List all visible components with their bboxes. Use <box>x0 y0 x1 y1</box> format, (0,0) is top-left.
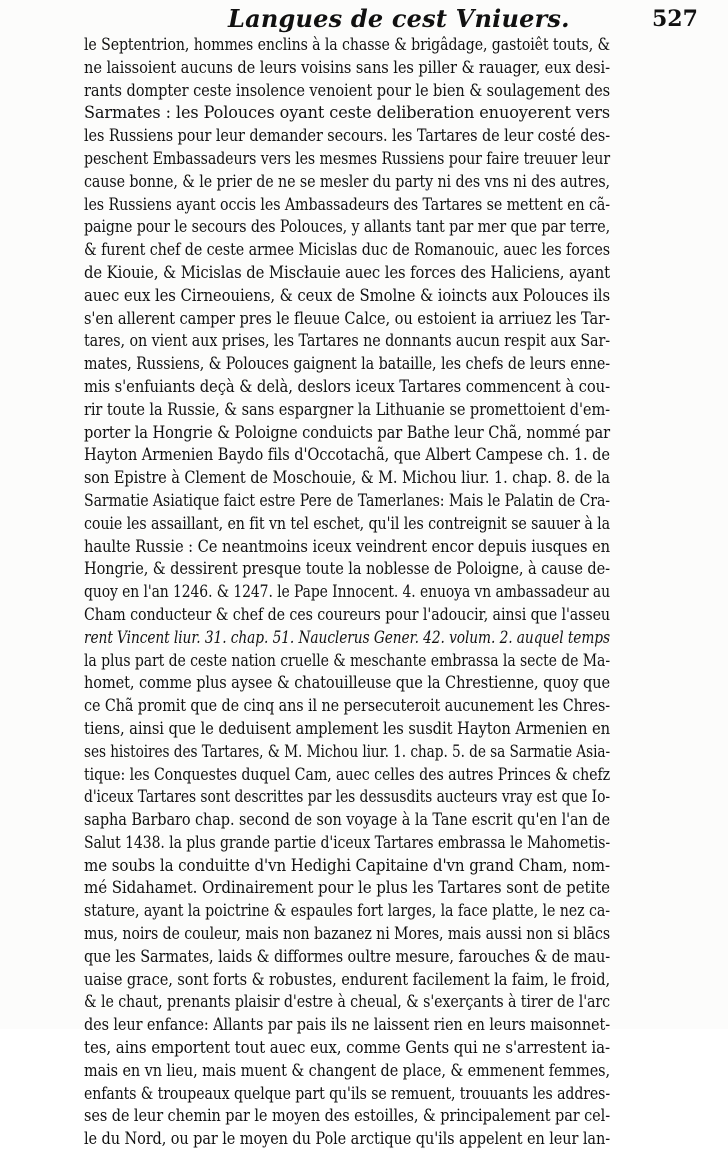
text-line: Sarmatie Asiatique faict estre Pere de Tamerlanes: Mais le Palatin de Cra- <box>84 490 610 510</box>
text-line: tes, ains emportent tout auec eux, comme Gents qui ne s'arrestent ia- <box>84 1038 610 1058</box>
text-line: que les Sarmates, laids & difformes oultre mesure, farouches & de mau- <box>84 946 610 966</box>
text-line: des leur enfance: Allants par pais ils ne laissent rien en leurs maisonnet- <box>84 1015 610 1035</box>
text-line: ses histoires des Tartares, & M. Michou liur. 1. chap. 5. de sa Sarmatie Asia- <box>84 741 610 761</box>
text-line: d'iceux Tartares sont descrittes par les dessusdits aucteurs vray est que Io- <box>84 787 610 807</box>
text-line: rir toute la Russie, & sans espargner la Lithuanie se promettoient d'em- <box>84 399 610 419</box>
text-line: & le chaut, prenants plaisir d'estre à cheual, & s'exerçants à tirer de l'arc <box>84 992 610 1012</box>
text-line: couie les assaillant, en fit vn tel eschet, qu'il les contreignit se sauuer à la <box>84 513 610 533</box>
text-line: le Septentrion, hommes enclins à la chasse & brigâdage, gastoiêt touts, & <box>84 35 610 54</box>
text-line: ses de leur chemin par le moyen des estoilles, & principalement par cel- <box>84 1106 610 1126</box>
text-line: Salut 1438. la plus grande partie d'iceux Tartares embrassa le Mahometis- <box>84 832 610 852</box>
text-line: Cham conducteur & chef de ces coureurs pour l'adoucir, ainsi que l'asseu <box>84 604 610 624</box>
text-line: paigne pour le secours des Polouces, y allants tant par mer que par terre, <box>84 217 610 237</box>
text-line: rants dompter ceste insolence venoient pour le bien & soulagement des <box>84 80 610 100</box>
text-line: le du Nord, ou par le moyen du Pole arctique qu'ils appelent en leur lan- <box>84 1129 610 1149</box>
page-number: 527 <box>652 6 698 32</box>
text-line: Hongrie, & dessirent presque toute la noblesse de Poloigne, à cause de- <box>84 559 610 579</box>
text-line: mais en vn lieu, mais muent & changent de place, & emmenent femmes, <box>84 1060 610 1080</box>
text-line: de Kiouie, & Micislas de Miscłauie auec les forces des Haliciens, ayant <box>84 262 610 282</box>
text-line: tiens, ainsi que le deduisent amplement les susdit Hayton Armenien en <box>84 718 610 738</box>
text-line: mé Sidahamet. Ordinairement pour le plus les Tartares sont de petite <box>84 878 610 898</box>
text-line: tares, on vient aux prises, les Tartares ne donnants aucun respit aux Sar- <box>84 331 610 351</box>
text-line: & furent chef de ceste armee Micislas duc de Romanouic, auec les forces <box>84 240 610 260</box>
text-line: quoy en l'an 1246. & 1247. le Pape Innocent. 4. enuoya vn ambassadeur au <box>84 582 610 602</box>
text-line: tique: les Conquestes duquel Cam, auec celles des autres Princes & chefz <box>84 764 610 784</box>
text-line: mates, Russiens, & Polouces gaignent la bataille, les chefs de leurs enne- <box>84 354 610 374</box>
text-line: mus, noirs de couleur, mais non bazanez ni Mores, mais aussi non si blācs <box>84 924 610 944</box>
text-line: s'en allerent camper pres le fleuue Calce, ou estoient ia arriuez les Tar- <box>84 308 610 328</box>
text-line: peschent Embassadeurs vers les mesmes Russiens pour faire treuuer leur <box>84 148 610 168</box>
page-header <box>0 2 728 36</box>
body-text <box>0 34 728 1151</box>
text-line: me soubs la conduitte d'vn Hedighi Capitaine d'vn grand Cham, nom- <box>84 855 610 875</box>
text-line: uaise grace, sont forts & robustes, endurent facilement la faim, le froid, <box>84 969 610 989</box>
text-line: cause bonne, & le prier de ne se mesler du party ni des vns ni des autres, <box>84 171 610 191</box>
text-line: Hayton Armenien Baydo fils d'Occotachã, que Albert Campese ch. 1. de <box>84 445 610 465</box>
text-line: mis s'enfuiants deçà & delà, deslors iceux Tartares commencent à cou- <box>84 376 610 396</box>
text-line: les Russiens ayant occis les Ambassadeurs des Tartares se mettent en cã- <box>84 194 610 214</box>
text-line: les Russiens pour leur demander secours. les Tartares de leur costé des- <box>84 126 610 146</box>
text-line: ne laissoient aucuns de leurs voisins sans les piller & rauager, eux desi- <box>84 57 610 77</box>
text-line: enfants & troupeaux quelque part qu'ils se remuent, trouuants les addres- <box>84 1083 610 1103</box>
text-line: haulte Russie : Ce neantmoins iceux veindrent encor depuis iusques en <box>84 536 610 556</box>
text-line: Sarmates : les Polouces oyant ceste deliberation enuoyerent vers <box>84 103 610 123</box>
running-head: Langues de cest Vniuers. <box>228 4 570 33</box>
text-line: stature, ayant la poictrine & espaules fort larges, la face platte, le nez ca- <box>84 901 610 921</box>
text-line: rent Vincent liur. 31. chap. 51. Nauclerus Gener. 42. volum. 2. auquel temps <box>84 627 610 647</box>
text-line: auec eux les Cirneouiens, & ceux de Smolne & ioincts aux Polouces ils <box>84 285 610 305</box>
text-line: sapha Barbaro chap. second de son voyage à la Tane escrit qu'en l'an de <box>84 810 610 830</box>
text-line: son Epistre à Clement de Moschouie, & M. Michou liur. 1. chap. 8. de la <box>84 468 610 488</box>
text-line: la plus part de ceste nation cruelle & meschante embrassa la secte de Ma- <box>84 650 610 670</box>
text-line: porter la Hongrie & Poloigne conduicts par Bathe leur Chã, nommé par <box>84 422 610 442</box>
text-line: homet, comme plus aysee & chatouilleuse que la Chrestienne, quoy que <box>84 673 610 693</box>
text-line: ce Chã promit que de cinq ans il ne persecuteroit aucunement les Chres- <box>84 696 610 716</box>
